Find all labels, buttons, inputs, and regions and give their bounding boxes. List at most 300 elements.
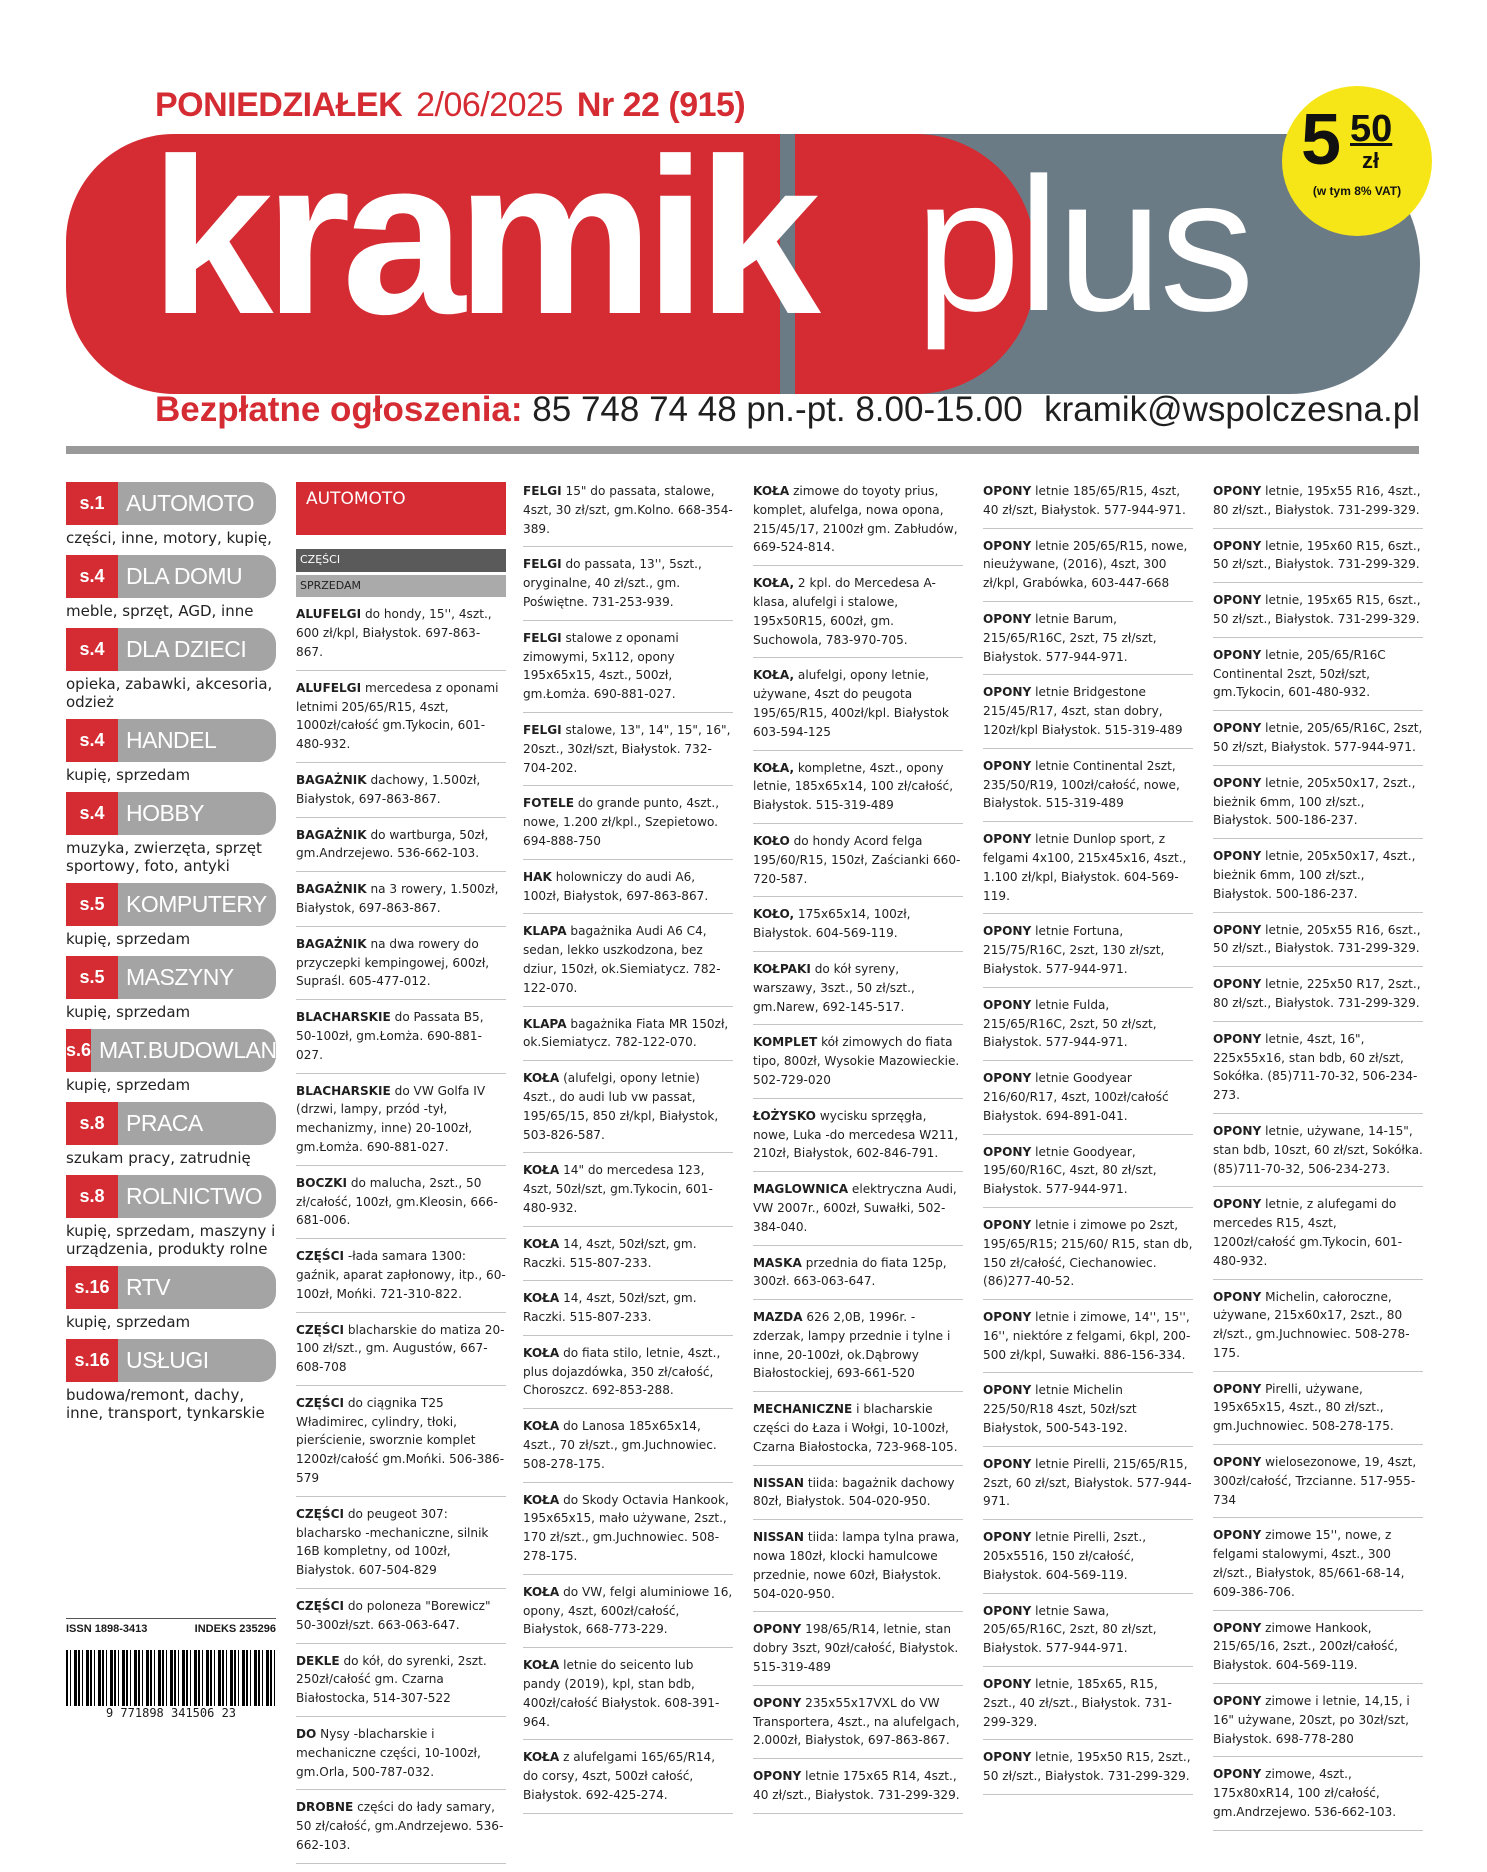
ad-keyword: BAGAŻNIK [296, 827, 367, 842]
ad-text: 15" do passata, stalowe, 4szt, 30 zł/szt, gm.Kolno. 668-354-389. [523, 484, 733, 536]
toc-item[interactable] [66, 1029, 292, 1097]
classified-ad [753, 1620, 963, 1685]
ad-text: do fiata stilo, letnie, 4szt., plus dojazdówka, 350 zł/całość, Choroszcz. 692-853-288. [523, 1345, 721, 1398]
ad-keyword: OPONY [983, 611, 1032, 626]
ad-keyword: OPONY [1213, 1528, 1262, 1543]
ad-keyword: OPONY [983, 1677, 1032, 1692]
toc-section-name: DLA DZIECI [126, 636, 247, 662]
ad-keyword: CZĘŚCI [296, 1249, 344, 1264]
ad-keyword: DROBNE [296, 1800, 354, 1815]
ad-text: tiida: bagażnik dachowy 80zł, Białystok. 504-020-950. [753, 1475, 955, 1509]
ad-keyword: BLACHARSKIE [296, 1010, 391, 1025]
ad-keyword: OPONY [983, 758, 1032, 773]
classified-ad [296, 1247, 506, 1312]
classified-ad [753, 960, 963, 1025]
section-title: AUTOMOTO [296, 482, 506, 535]
toc-section-name: HANDEL [126, 727, 217, 753]
toc-item[interactable] [66, 956, 276, 1024]
ad-keyword: OPONY [983, 685, 1032, 700]
ad-keyword: OPONY [983, 1144, 1032, 1159]
classified-ad [1213, 1619, 1423, 1684]
toc-item[interactable] [66, 883, 276, 951]
classified-ad [296, 1505, 506, 1589]
ad-keyword: KOŁA, [753, 668, 795, 683]
toc-item[interactable] [66, 628, 276, 714]
issn-line [66, 1618, 276, 1635]
ad-keyword: OPONY [983, 1456, 1032, 1471]
ad-keyword: OPONY [983, 484, 1032, 498]
ad-keyword: OPONY [1213, 721, 1262, 736]
classified-ad [753, 1767, 963, 1814]
subcategory-label: SPRZEDAM [296, 575, 506, 598]
toc-page-number: s.8 [66, 1102, 118, 1145]
toc-item[interactable] [66, 482, 276, 550]
ad-text: letnie, używane, 14-15", stan bdb, 10szt, 60 zł/szt, Sokółka. (85)711-70-32, 506-234-273. [1213, 1123, 1423, 1176]
ad-keyword: FELGI [523, 630, 562, 645]
toc-page-number: s.5 [66, 956, 118, 999]
ads-list [296, 605, 506, 1863]
index-number: INDEKS 235296 [194, 1623, 276, 1635]
ad-keyword: ALUFELGI [296, 680, 362, 695]
toc-section-name: HOBBY [126, 800, 205, 826]
ad-text: zimowe 15'', nowe, z felgami stalowymi, 4szt., 300 zł/szt., Białystok, 85/661-68-14, 609-386-706. [1213, 1528, 1405, 1599]
toc-item[interactable] [66, 1102, 276, 1170]
ad-keyword: CZĘŚCI [296, 1322, 344, 1337]
price-cents: 50 [1350, 108, 1393, 150]
ad-keyword: KOŁA [523, 1492, 560, 1507]
ad-keyword: KOŁA [523, 1163, 560, 1178]
contact-phone: 85 748 74 48 pn.-pt. 8.00-15.00 [532, 390, 1023, 429]
toc-tab[interactable] [66, 956, 276, 999]
toc-tab[interactable] [66, 1266, 276, 1309]
classified-ad [1213, 1122, 1423, 1187]
ad-text: letnie Fortuna, 215/75/R16C, 2szt, 130 zł/szt, Białystok. 577-944-971. [983, 924, 1165, 976]
ad-text: zimowe do toyoty prius, komplet, alufelga, nowa opona, 215/45/17, 2100zł gm. Zabłudów, 669-524-814. [753, 484, 958, 555]
ad-keyword: OPONY [983, 924, 1032, 939]
classified-ad [753, 905, 963, 952]
ad-text: tiida: lampa tylna prawa, nowa 180zł, klocki hamulcowe przednie, nowe 60zł, Białystok. 504-020-950. [753, 1530, 960, 1601]
classified-ad [296, 1725, 506, 1790]
ad-text: do grande punto, 4szt., nowe, 1.200 zł/kpl., Szepietowo. 694-888-750 [523, 796, 720, 848]
classified-ad [983, 1602, 1193, 1667]
ad-keyword: FELGI [523, 722, 562, 737]
classified-ad [1213, 646, 1423, 711]
ad-text: letnie Pirelli, 215/65/R15, 2szt, 60 zł/szt, Białystok. 577-944-971. [983, 1456, 1192, 1509]
ad-text: letnie 205/65/R15, nowe, nieużywane, (2016), 4szt, 300 zł/kpl, Grabówka, 603-447-668 [983, 538, 1188, 591]
ad-text: do malucha, 2szt., 50 zł/całość, 100zł, gm.Kleosin, 666-681-006. [296, 1175, 498, 1228]
ad-keyword: OPONY [1213, 1289, 1262, 1304]
ad-keyword: KOŁA [523, 1658, 560, 1673]
classified-ad [1213, 1765, 1423, 1830]
ad-text: do wartburga, 50zł, gm.Andrzejewo. 536-662-103. [296, 827, 489, 861]
classified-ad [296, 605, 506, 670]
toc-section-name: KOMPUTERY [126, 891, 267, 917]
ad-keyword: OPONY [983, 538, 1032, 553]
classified-ad [983, 1675, 1193, 1740]
price-currency: zł [1362, 148, 1380, 173]
ad-text: -łada samara 1300: gaźnik, aparat zapłonowy, itp., 60-100zł, Mońki. 721-310-822. [296, 1249, 506, 1301]
logo-kramik: kramik [150, 113, 812, 361]
ad-keyword: BAGAŻNIK [296, 772, 367, 787]
ad-keyword: OPONY [1213, 1381, 1262, 1396]
price-main: 5 [1301, 100, 1340, 180]
toc-tab[interactable] [66, 719, 276, 762]
issue-date: 2/06/2025 [416, 86, 563, 124]
ad-text: bagażnika Fiata MR 150zł, ok.Siemiatycz. 782-122-070. [523, 1016, 729, 1050]
ad-keyword: NISSAN [753, 1475, 804, 1490]
toc-item[interactable] [66, 792, 276, 878]
ad-keyword: HAK [523, 869, 552, 884]
ad-keyword: KLAPA [523, 1016, 567, 1031]
ad-text: letnie, 205/65/R16C Continental 2szt, 50zł/szt, gm.Tykocin, 601-480-932. [1213, 647, 1386, 700]
toc-page-number: s.8 [66, 1175, 118, 1218]
ad-keyword: OPONY [1213, 1197, 1262, 1212]
toc-tab[interactable] [66, 482, 276, 525]
classified-ad [523, 1583, 733, 1648]
ad-text: letnie do seicento lub pandy (2019), kpl, stan bdb, 400zł/całość Białystok. 608-391-964. [523, 1658, 720, 1729]
classified-ad [983, 1069, 1193, 1134]
ad-text: bagażnika Audi A6 C4, sedan, lekko uszkodzona, bez dziur, 150zł, ok.Siemiatycz. 782-122-070. [523, 924, 721, 995]
toc-tab[interactable] [66, 1029, 292, 1072]
toc-tab[interactable] [66, 1102, 276, 1145]
classified-ad [1213, 719, 1423, 766]
classified-ad [1213, 1288, 1423, 1372]
classified-ad [753, 482, 963, 566]
ad-keyword: OPONY [1213, 1620, 1262, 1635]
barcode-addon-digits: 23 [221, 1706, 237, 1720]
classified-ad [296, 880, 506, 927]
ad-keyword: OPONY [983, 1530, 1032, 1545]
ad-keyword: KOŁA [753, 484, 790, 498]
classified-ad [523, 1069, 733, 1153]
ad-keyword: OPONY [1213, 484, 1262, 498]
ad-keyword: OPONY [983, 1310, 1032, 1325]
classified-ad [1213, 774, 1423, 839]
classified-ad [983, 1455, 1193, 1520]
classified-ad [1213, 591, 1423, 638]
ad-text: letnie Pirelli, 2szt., 205x5516, 150 zł/całość, Białystok. 604-569-119. [983, 1530, 1147, 1582]
classified-ad [1213, 1453, 1423, 1518]
ad-keyword: OPONY [983, 1383, 1032, 1398]
toc-tab[interactable] [66, 555, 276, 598]
ad-text: kompletne, 4szt., opony letnie, 185x65x14, 100 zł/całość, Białystok. 515-319-489 [753, 760, 954, 813]
ad-keyword: KOŁO, [753, 907, 795, 922]
ad-text: Pirelli, używane, 195x65x15, 4szt., 80 zł/szt., gm.Juchnowiec. 508-278-175. [1213, 1381, 1394, 1434]
ad-text: alufelgi, opony letnie, używane, 4szt do peugota 195/65/R15, 400zł/kpl. Białystok 603-594-125 [753, 668, 949, 739]
ad-text: letnie, 195x50 R15, 2szt., 50 zł/szt., Białystok. 731-299-329. [983, 1750, 1191, 1784]
classified-ad [296, 1321, 506, 1386]
ad-text: mercedesa z oponami letnimi 205/65/R15, 4szt, 1000zł/całość gm.Tykocin, 601-480-932. [296, 680, 499, 752]
toc-page-number: s.4 [66, 792, 118, 835]
ad-text: do hondy Acord felga 195/60/R15, 150zł, Zaścianki 660-720-587. [753, 833, 961, 886]
ad-text: 175x65x14, 100zł, Białystok. 604-569-119. [753, 907, 911, 941]
toc-page-number: s.5 [66, 883, 118, 926]
issue-day: PONIEDZIAŁEK [155, 86, 403, 124]
classified-ad [983, 1528, 1193, 1593]
toc-tab[interactable] [66, 883, 276, 926]
ad-text: 198/65/R14, letnie, stan dobry 3szt, 90zł/całość, Białystok. 515-319-489 [753, 1622, 959, 1675]
ad-keyword: KOŁA [523, 1419, 560, 1434]
ad-text: 626 2,0B, 1996r. -zderzak, lampy przednie i tylne i inne, 20-100zł, ok.Dąbrowy Białostockiej, 693-661-520 [753, 1310, 951, 1381]
ad-text: (alufelgi, opony letnie) 4szt., do audi lub vw passat, 195/65/15, 850 zł/kpl, Białystok, 503-826-587. [523, 1071, 719, 1142]
issn-number: ISSN 1898-3413 [66, 1623, 148, 1635]
classified-ad [753, 1254, 963, 1301]
classified-ad [296, 771, 506, 818]
classified-ad [983, 1381, 1193, 1446]
barcode [66, 1650, 276, 1720]
ad-keyword: OPONY [983, 1603, 1032, 1618]
ad-keyword: ALUFELGI [296, 607, 362, 622]
classified-ad [296, 1394, 506, 1497]
ad-text: do Skody Octavia Hankook, 195x65x15, mało używane, 2szt., 170 zł/szt., gm.Juchnowiec. 508-278-175. [523, 1492, 729, 1564]
classified-ad [753, 1033, 963, 1098]
classified-ad [983, 757, 1193, 822]
toc-item[interactable] [66, 1339, 276, 1425]
classified-ad [983, 683, 1193, 748]
ad-text: Nysy -blacharskie i mechaniczne części, 10-100zł, gm.Orla, 500-787-032. [296, 1727, 481, 1779]
ad-keyword: KOŁA [523, 1750, 560, 1765]
ad-text: do passata, 13'', 5szt., oryginalne, 40 zł/szt., gm. Poświętne. 731-253-939. [523, 557, 702, 609]
toc-page-number: s.6 [66, 1029, 91, 1072]
ad-keyword: KOŁA [523, 1584, 560, 1599]
ad-text: letnie, z alufegami do mercedes R15, 4szt, 1200zł/całość gm.Tykocin, 601-480-932. [1213, 1197, 1403, 1268]
classified-ad [983, 830, 1193, 914]
toc-subsections: kupię, sprzedam [66, 766, 191, 784]
ads-list [983, 482, 1193, 1795]
toc-subsections: budowa/remont, dachy, inne, transport, tynkarskie [66, 1386, 265, 1422]
ads-list [523, 482, 733, 1814]
toc-page-number: s.4 [66, 628, 118, 671]
ads-column-4 [983, 482, 1193, 1803]
classified-ad [523, 1015, 733, 1062]
ad-text: 14, 4szt, 50zł/szt, gm. Raczki. 515-807-233. [523, 1236, 697, 1270]
classified-ad [753, 1180, 963, 1245]
classified-ad [523, 721, 733, 786]
ad-text: letnie Sawa, 205/65/R16C, 2szt, 80 zł/szt, Białystok. 577-944-971. [983, 1603, 1157, 1656]
ad-text: letnie, 195x65 R15, 6szt., 50 zł/szt., Białystok. 731-299-329. [1213, 593, 1421, 626]
toc-item[interactable] [66, 555, 276, 623]
ad-text: letnie 175x65 R14, 4szt., 40 zł/szt., Białystok. 731-299-329. [753, 1769, 960, 1803]
classified-ad [753, 1528, 963, 1612]
ad-keyword: KOŁA, [753, 576, 795, 591]
classified-ad [296, 826, 506, 873]
ad-text: elektryczna Audi, VW 2007r., 600zł, Suwałki, 502-384-040. [753, 1182, 957, 1234]
toc-section-name: MAT.BUDOWLANE [99, 1037, 292, 1063]
classified-ad [296, 1597, 506, 1644]
ad-text: letnie, 195x55 R16, 4szt., 80 zł/szt., Białystok. 731-299-329. [1213, 484, 1421, 517]
toc-subsections: muzyka, zwierzęta, sprzęt sportowy, foto, antyki [66, 839, 262, 875]
ad-keyword: DO [296, 1727, 317, 1742]
ad-keyword: BAGAŻNIK [296, 882, 367, 897]
ad-keyword: MAZDA [753, 1310, 803, 1325]
classified-ad [753, 759, 963, 824]
classified-ad [1213, 921, 1423, 968]
ad-text: 2 kpl. do Mercedesa A-klasa, alufelgi i stalowe, 195x50R15, 600zł, gm. Suchowola, 783-970-705. [753, 576, 936, 647]
ad-text: do VW Golfa IV (drzwi, lampy, przód -tył, mechanizmy, inne) 20-100zł, gm.Łomża. 690-881-027. [296, 1083, 486, 1154]
ad-keyword: CZĘŚCI [296, 1506, 344, 1521]
classified-ad [983, 1748, 1193, 1795]
ads-column-1 [296, 482, 506, 1872]
ad-keyword: OPONY [1213, 775, 1262, 790]
logo-plus: plus [915, 139, 1252, 351]
price-badge [1282, 86, 1432, 236]
toc-item[interactable] [66, 719, 276, 787]
toc-section-name: DLA DOMU [126, 563, 243, 589]
classified-ad [1213, 847, 1423, 912]
ad-text: Michelin, całoroczne, używane, 215x60x17, 2szt., 80 zł/szt., gm.Juchnowiec. 508-278-175. [1213, 1289, 1410, 1360]
classified-ad [983, 1216, 1193, 1300]
classified-ad [753, 832, 963, 897]
ad-text: 235x55x17VXL do VW Transportera, 4szt., na alufelgach, 2.000zł, Białystok, 697-863-867. [753, 1695, 960, 1748]
ad-text: letnie, 205x50x17, 2szt., bieżnik 6mm, 100 zł/szt., Białystok. 500-186-237. [1213, 775, 1416, 828]
issue-number: Nr 22 (915) [576, 86, 746, 124]
ad-text: letnie, 225x50 R17, 2szt., 80 zł/szt., Białystok. 731-299-329. [1213, 977, 1421, 1010]
category-label: CZĘŚCI [296, 549, 506, 572]
ad-keyword: KOŁA [523, 1236, 560, 1251]
ad-keyword: OPONY [753, 1695, 802, 1710]
ad-keyword: MASKA [753, 1255, 802, 1270]
ad-text: do peugeot 307: blacharsko -mechaniczne, silnik 16B kompletny, od 100zł, Białystok. 607-504-829 [296, 1506, 489, 1578]
classified-ad [1213, 1030, 1423, 1114]
classified-ad [1213, 1195, 1423, 1279]
ad-text: do ciągnika T25 Władimirec, cylindry, tłoki, pierścienie, sworznie komplet 1200zł/całość gm.Mońki. 506-386-579 [296, 1395, 505, 1486]
ad-keyword: OPONY [983, 1750, 1032, 1765]
classified-ad [523, 1656, 733, 1740]
ad-text: do kół, do syrenki, 2szt. 250zł/całość gm. Czarna Białostocka, 514-307-522 [296, 1653, 487, 1706]
ad-keyword: OPONY [753, 1622, 802, 1637]
ad-keyword: BLACHARSKIE [296, 1083, 391, 1098]
toc-subsections: kupię, sprzedam [66, 1003, 191, 1021]
ad-text: 14, 4szt, 50zł/szt, gm. Raczki. 515-807-233. [523, 1291, 697, 1325]
ad-text: z alufelgami 165/65/R14, do corsy, 4szt, 500zł całość, Białystok. 692-425-274. [523, 1750, 716, 1803]
toc-section-name: AUTOMOTO [126, 490, 255, 516]
contact-email[interactable]: kramik@wspolczesna.pl [1044, 390, 1420, 429]
ad-keyword: ŁOŻYSKO [753, 1108, 816, 1123]
classified-ad [296, 1652, 506, 1717]
ad-text: letnie Barum, 215/65/R16C, 2szt, 75 zł/szt, Białystok. 577-944-971. [983, 611, 1157, 664]
classified-ad [1213, 537, 1423, 584]
ad-text: dachowy, 1.500zł, Białystok, 697-863-867. [296, 772, 481, 806]
ad-keyword: OPONY [1213, 593, 1262, 608]
toc-section-name: PRACA [126, 1110, 203, 1136]
ad-text: letnie Dunlop sport, z felgami 4x100, 215x45x16, 4szt., 1.100 zł/kpl, Białystok. 604-569-119. [983, 832, 1187, 903]
ad-text: letnie, 205x55 R16, 6szt., 50 zł/szt., Białystok. 731-299-329. [1213, 922, 1421, 956]
ad-text: kół zimowych do fiata tipo, 800zł, Wysokie Mazowieckie. 502-729-020 [753, 1035, 960, 1087]
toc-subsections: szukam pracy, zatrudnię [66, 1149, 251, 1167]
barcode-main-digits: 9 771898 341506 [105, 1706, 215, 1720]
ad-keyword: OPONY [1213, 922, 1262, 937]
ad-text: letnie, 4szt, 16", 225x55x16, stan bdb, 60 zł/szt, Sokółka. (85)711-70-32, 506-234-273. [1213, 1031, 1418, 1103]
ad-keyword: OPONY [1213, 1694, 1262, 1709]
classified-ad [523, 555, 733, 620]
contact-line [155, 390, 1023, 430]
ad-keyword: OPONY [1213, 1123, 1262, 1138]
ad-text: letnie, 205/65/R16C, 2szt, 50 zł/szt, Białystok. 577-944-971. [1213, 721, 1423, 754]
classified-ad [983, 1143, 1193, 1208]
ad-keyword: NISSAN [753, 1530, 804, 1545]
ad-text: wycisku sprzęgła, nowe, Luka -do mercedesa W211, 210zł, Białystok, 602-846-791. [753, 1108, 959, 1161]
ad-keyword: CZĘŚCI [296, 1599, 344, 1614]
ad-text: na dwa rowery do przyczepki kempingowej, 600zł, Supraśl. 605-477-012. [296, 936, 490, 989]
ad-text: do Passata B5, 50-100zł, gm.Łomża. 690-881-027. [296, 1010, 484, 1062]
ad-text: letnie Continental 2szt, 235/50/R19, 100zł/całość, nowe, Białystok. 515-319-489 [983, 758, 1180, 811]
ad-text: 14" do mercedesa 123, 4szt, 50zł/szt, gm.Tykocin, 601-480-932. [523, 1163, 713, 1215]
toc-page-number: s.1 [66, 482, 118, 525]
toc-subsections: kupię, sprzedam [66, 1076, 191, 1094]
classified-ad [983, 482, 1193, 529]
classified-ad [983, 537, 1193, 602]
ad-keyword: MECHANICZNE [753, 1402, 853, 1417]
ad-text: letnie, 195x60 R15, 6szt., 50 zł/szt., Białystok. 731-299-329. [1213, 538, 1421, 572]
ad-keyword: OPONY [983, 1071, 1032, 1086]
ad-keyword: CZĘŚCI [296, 1395, 344, 1410]
classified-ad [523, 1235, 733, 1282]
classified-ad [523, 1491, 733, 1575]
ads-column-3 [753, 482, 963, 1822]
ad-keyword: FELGI [523, 484, 562, 498]
classified-ad [523, 1344, 733, 1409]
ads-list [753, 482, 963, 1814]
ad-keyword: BOCZKI [296, 1175, 348, 1190]
classified-ad [523, 1748, 733, 1813]
toc-tab[interactable] [66, 792, 276, 835]
ad-text: blacharskie do matiza 20- 100 zł/szt., gm. Augustów, 667-608-708 [296, 1322, 505, 1375]
classified-ad [523, 794, 733, 859]
ad-keyword: OPONY [1213, 1031, 1262, 1046]
toc-tab[interactable] [66, 1175, 276, 1218]
ad-keyword: BAGAŻNIK [296, 936, 367, 951]
toc-subsections: meble, sprzęt, AGD, inne [66, 602, 254, 620]
toc-tab[interactable] [66, 628, 276, 671]
ad-keyword: DEKLE [296, 1653, 340, 1668]
classified-ad [523, 922, 733, 1006]
toc-item[interactable] [66, 1175, 276, 1261]
ad-text: letnie, 185x65, R15, 2szt., 40 zł/szt., Białystok. 731-299-329. [983, 1677, 1172, 1729]
toc-page-number: s.4 [66, 555, 118, 598]
ad-keyword: OPONY [1213, 538, 1262, 553]
classified-ad [983, 610, 1193, 675]
ad-keyword: KOŁA, [753, 760, 795, 775]
ad-keyword: FOTELE [523, 796, 575, 811]
ad-text: letnie Michelin 225/50/R18 4szt, 50zł/szt Białystok, 500-543-192. [983, 1383, 1137, 1436]
ad-text: zimowe Hankook, 215/65/16, 2szt., 200zł/całość, Białystok. 604-569-119. [1213, 1620, 1398, 1673]
ad-text: letnie 185/65/R15, 4szt, 40 zł/szt, Białystok. 577-944-971. [983, 484, 1186, 517]
classified-ad [1213, 1526, 1423, 1610]
classified-ad [296, 935, 506, 1000]
ad-keyword: OPONY [1213, 1767, 1262, 1782]
ad-text: do VW, felgi aluminiowe 16, opony, 4szt, 600zł/całość, Białystok, 668-773-229. [523, 1584, 733, 1637]
ad-keyword: MAGLOWNICA [753, 1182, 849, 1197]
toc-tab[interactable] [66, 1339, 276, 1382]
contact-label: Bezpłatne ogłoszenia: [155, 390, 523, 429]
price-vat: (w tym 8% VAT) [1312, 184, 1402, 198]
ad-text: letnie i zimowe po 2szt, 195/65/R15; 215/60/ R15, stan db, 150 zł/całość, Ciechanowiec. (86)277-40-52. [983, 1217, 1193, 1289]
ads-column-2 [523, 482, 733, 1822]
classified-ad [753, 1400, 963, 1465]
ad-keyword: OPONY [1213, 647, 1262, 662]
classified-ad [753, 1474, 963, 1521]
ads-list [1213, 482, 1423, 1831]
ad-text: przednia do fiata 125p, 300zł. 663-063-647. [753, 1255, 947, 1289]
toc-item[interactable] [66, 1266, 276, 1334]
classified-ad [296, 1008, 506, 1073]
toc-subsections: kupię, sprzedam [66, 1313, 191, 1331]
ad-text: holowniczy do audi A6, 100zł, Białystok, 697-863-867. [523, 869, 709, 903]
ad-keyword: KLAPA [523, 924, 567, 939]
ad-text: wielosezonowe, 19, 4szt, 300zł/całość, Trzcianne. 517-955-734 [1213, 1455, 1417, 1507]
ad-keyword: KOŁA [523, 1345, 560, 1360]
ad-keyword: KOŁPAKI [753, 961, 811, 976]
